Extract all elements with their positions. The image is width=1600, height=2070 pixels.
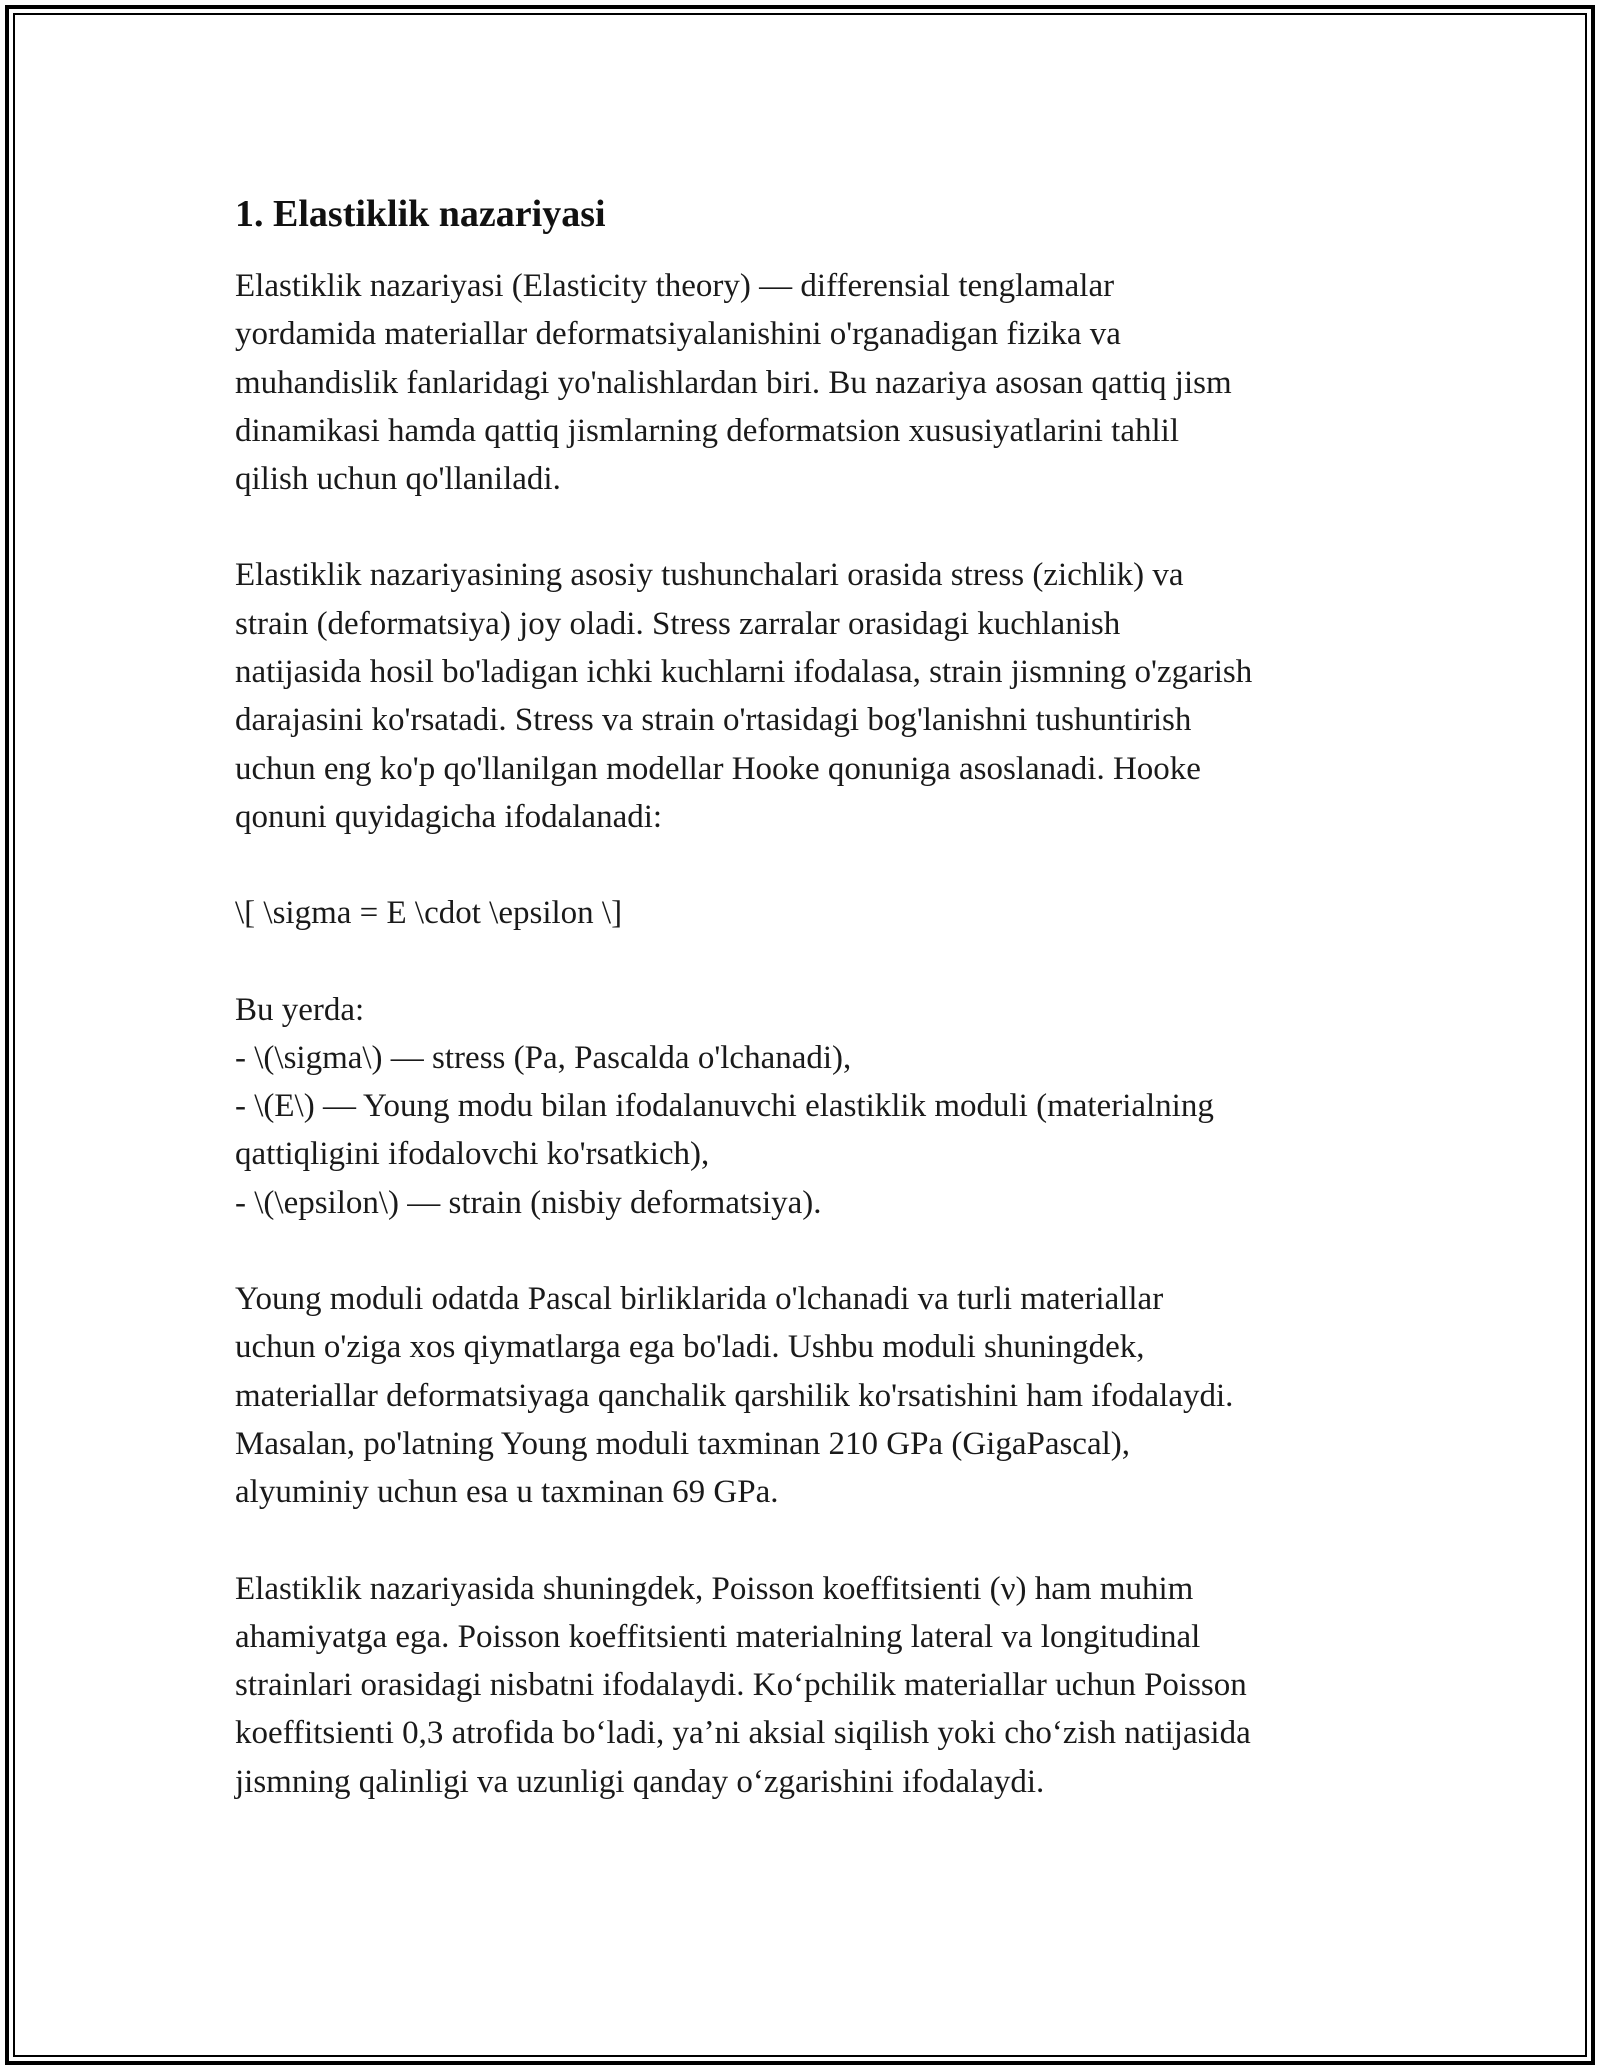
text-line: darajasini ko'rsatadi. Stress va strain o'rtasidagi bog'lanishni tushuntirish <box>235 702 1192 739</box>
text-line: strainlari orasidagi nisbatni ifodalaydi. Koʻpchilik materiallar uchun Poisson <box>235 1667 1247 1704</box>
text-line: yordamida materiallar deformatsiyalanishini o'rganadigan fizika va <box>235 316 1121 353</box>
text-line: Elastiklik nazariyasining asosiy tushunchalari orasida stress (zichlik) va <box>235 557 1184 594</box>
text-line: Masalan, po'latning Young moduli taxminan 210 GPa (GigaPascal), <box>235 1425 1131 1462</box>
definition-item: - \(\epsilon\) — strain (nisbiy deformatsiya). <box>235 1184 822 1221</box>
paragraph-poisson <box>235 1565 1395 1806</box>
text-line: dinamikasi hamda qattiq jismlarning deformatsion xususiyatlarini tahlil <box>235 412 1179 449</box>
text-line: ahamiyatga ega. Poisson koeffitsienti materialning lateral va longitudinal <box>235 1618 1201 1655</box>
text-line: materiallar deformatsiyaga qanchalik qarshilik ko'rsatishini ham ifodalaydi. <box>235 1377 1234 1414</box>
paragraph-definitions <box>235 986 1395 1227</box>
definition-item: - \(E\) — Young modu bilan ifodalanuvchi elastiklik moduli (materialning <box>235 1088 1214 1125</box>
paragraph-young-modulus <box>235 1275 1395 1516</box>
text-line: alyuminiy uchun esa u taxminan 69 GPa. <box>235 1474 779 1511</box>
formula-line: \[ \sigma = E \cdot \epsilon \] <box>235 895 623 932</box>
section-heading: 1. Elastiklik nazariyasi <box>235 193 606 235</box>
paragraph-concepts <box>235 551 1395 841</box>
text-line: qattiqligini ifodalovchi ko'rsatkich), <box>235 1136 710 1173</box>
definition-item: - \(\sigma\) — stress (Pa, Pascalda o'lchanadi), <box>235 1039 852 1076</box>
text-line: Elastiklik nazariyasi (Elasticity theory) — differensial tenglamalar <box>235 268 1115 304</box>
hooke-formula <box>235 889 1395 937</box>
text-line: jismning qalinligi va uzunligi qanday oʻzgarishini ifodalaydi. <box>235 1763 1045 1800</box>
text-line: qonuni quyidagicha ifodalanadi: <box>235 798 663 835</box>
text-line: Bu yerda: <box>235 991 365 1028</box>
text-line: muhandislik fanlaridagi yo'nalishlardan biri. Bu nazariya asosan qattiq jism <box>235 364 1232 401</box>
text-line: koeffitsienti 0,3 atrofida boʻladi, yaʼni aksial siqilish yoki choʻzish natijasida <box>235 1715 1251 1752</box>
text-line: Young moduli odatda Pascal birliklarida o'lchanadi va turli materiallar <box>235 1281 1164 1318</box>
text-line: Elastiklik nazariyasida shuningdek, Poisson koeffitsienti (ν) ham muhim <box>235 1570 1194 1607</box>
text-line: uchun o'ziga xos qiymatlarga ega bo'ladi. Ushbu moduli shuningdek, <box>235 1329 1145 1366</box>
document-body <box>235 186 1395 1854</box>
text-line: uchun eng ko'p qo'llanilgan modellar Hooke qonuniga asoslanadi. Hooke <box>235 750 1201 787</box>
paragraph-intro <box>235 262 1395 503</box>
text-line: natijasida hosil bo'ladigan ichki kuchlarni ifodalasa, strain jismning o'zgarish <box>235 654 1253 691</box>
text-line: qilish uchun qo'llaniladi. <box>235 461 561 498</box>
text-line: strain (deformatsiya) joy oladi. Stress zarralar orasidagi kuchlanish <box>235 605 1121 642</box>
